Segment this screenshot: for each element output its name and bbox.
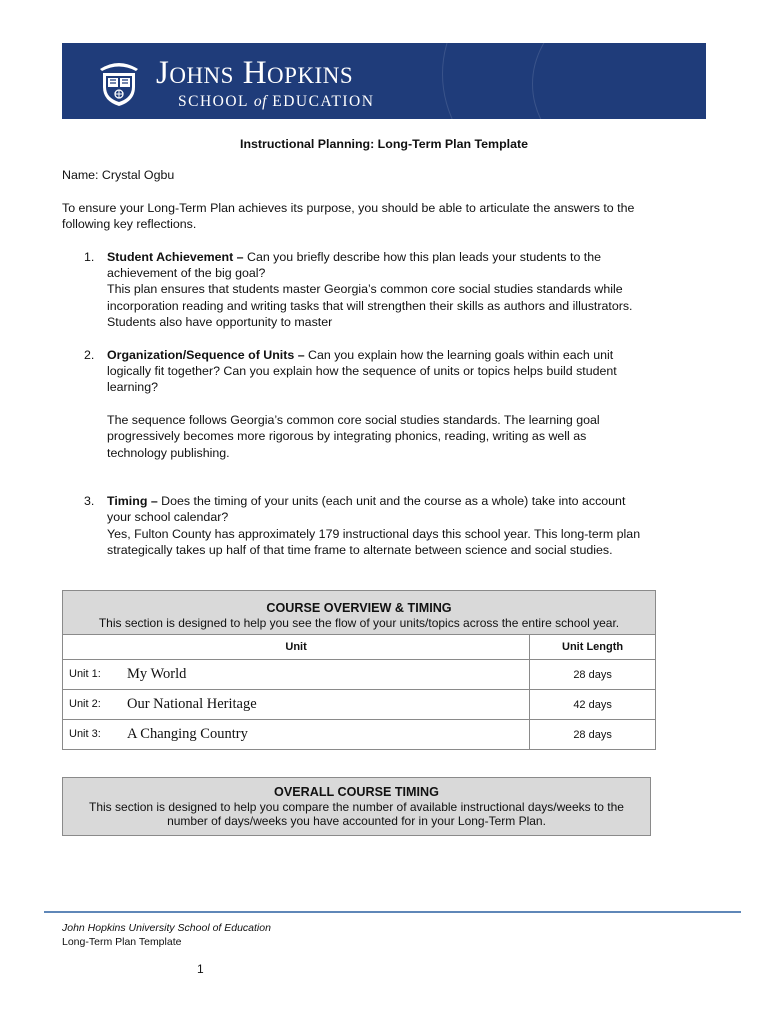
reflection-line: your school calendar? — [107, 510, 229, 524]
reflection-number: 2. — [84, 348, 95, 362]
reflection-line: logically fit together? Can you explain how the sequence of units or topics helps build student — [107, 364, 617, 378]
reflection-heading: Organization/Sequence of Units – — [107, 348, 305, 362]
unit-cell — [63, 690, 530, 720]
reflection-line: Yes, Fulton County has approximately 179 instructional days this school year. This long-term plan — [107, 527, 641, 541]
reflection-line: incorporation reading and writing tasks that will strengthen their skills as authors and illustrators. — [107, 299, 633, 313]
course-overview-heading: COURSE OVERVIEW & TIMING — [266, 600, 452, 615]
reflection-number: 1. — [84, 250, 95, 264]
unit-length: 28 days — [530, 720, 656, 750]
overall-timing-text: This section is designed to help you compare the number of available instructional days/weeks to the — [89, 800, 624, 814]
intro-line: To ensure your Long-Term Plan achieves its purpose, you should be able to articulate the answers to the — [62, 201, 635, 215]
unit-cell — [63, 720, 530, 750]
reflection-question: Can you briefly describe how this plan leads your students to the — [243, 250, 602, 264]
logo-wordmark: Johns Hopkins — [156, 55, 354, 91]
unit-label: Unit 3: — [69, 728, 101, 740]
table-row — [63, 720, 656, 750]
unit-label: Unit 1: — [69, 668, 101, 680]
unit-label: Unit 2: — [69, 698, 101, 710]
reflection-number: 3. — [84, 494, 95, 508]
table-row — [63, 690, 656, 720]
logo-subtitle-part: SCHOOL — [178, 93, 254, 110]
reflection-line: This plan ensures that students master Georgia’s common core social studies standards while — [107, 282, 623, 296]
reflection-line — [107, 249, 601, 266]
student-name: Name: Crystal Ogbu — [62, 168, 175, 182]
intro-line: following key reflections. — [62, 217, 197, 231]
column-header-unit: Unit — [63, 635, 530, 660]
logo-subtitle-part: EDUCATION — [266, 93, 375, 110]
unit-length: 28 days — [530, 660, 656, 690]
reflection-question: Does the timing of your units (each unit and the course as a whole) take into account — [157, 494, 626, 508]
unit-name: A Changing Country — [127, 726, 248, 742]
overall-timing-heading: OVERALL COURSE TIMING — [274, 785, 439, 799]
reflection-line — [107, 347, 613, 364]
banner-decoration — [532, 43, 706, 119]
header-banner — [62, 43, 706, 119]
reflection-heading: Timing – — [107, 494, 158, 508]
reflection-question: Can you explain how the learning goals within each unit — [304, 348, 614, 362]
column-header-unit-length: Unit Length — [530, 635, 656, 660]
unit-cell — [63, 660, 530, 690]
reflection-line: technology publishing. — [107, 446, 230, 460]
logo-subtitle-of: of — [253, 93, 267, 110]
footer-institution: John Hopkins University School of Education — [62, 922, 271, 934]
unit-name: Our National Heritage — [127, 696, 257, 712]
page-number: 1 — [197, 962, 204, 976]
course-overview-table — [62, 590, 656, 750]
reflection-line: Students also have opportunity to master — [107, 315, 333, 329]
document-title: Instructional Planning: Long-Term Plan Template — [240, 137, 528, 151]
overall-timing-cell — [63, 778, 651, 836]
course-overview-subheading: This section is designed to help you see the flow of your units/topics across the entire school year. — [98, 615, 620, 630]
reflection-line: achievement of the big goal? — [107, 266, 266, 280]
logo-subtitle — [178, 93, 374, 111]
reflection-line: The sequence follows Georgia’s common core social studies standards. The learning goal — [107, 413, 600, 427]
unit-length: 42 days — [530, 690, 656, 720]
table-row — [63, 660, 656, 690]
reflection-line: progressively becomes more rigorous by integrating phonics, reading, writing as well as — [107, 429, 587, 443]
footer-divider — [44, 911, 741, 913]
overall-timing-text: number of days/weeks you have accounted for in your Long-Term Plan. — [167, 814, 546, 828]
reflection-line: learning? — [107, 380, 158, 394]
footer-template-name: Long-Term Plan Template — [62, 936, 182, 948]
overall-timing-box — [62, 777, 651, 836]
unit-name: My World — [127, 666, 187, 682]
reflection-line — [107, 493, 625, 510]
reflection-heading: Student Achievement – — [107, 250, 244, 264]
reflection-line: strategically takes up half of that time frame to alternate between science and social studies. — [107, 543, 613, 557]
course-overview-header — [63, 591, 656, 635]
university-crest-icon — [94, 55, 144, 107]
